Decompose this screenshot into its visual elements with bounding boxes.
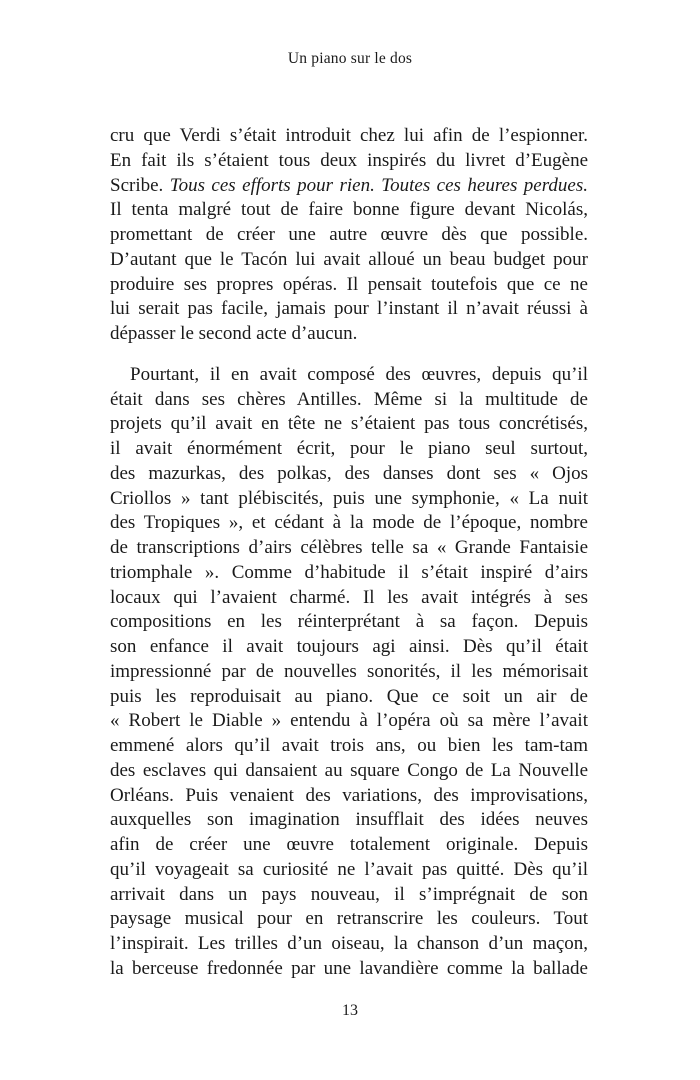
text-line: En fait ils s’étaient tous deux inspirés du livret d’Eugène: [110, 149, 588, 171]
text-line: D’autant que le Tacón lui avait alloué un beau budget pour: [110, 248, 588, 270]
text-line: Criollos » tant plébiscités, puis une symphonie, « La nuit: [110, 487, 588, 509]
text-line: des mazurkas, des polkas, des danses dont ses « Ojos: [110, 462, 588, 484]
body-text: [110, 124, 588, 982]
text-line: son enfance il avait toujours agi ainsi. Dès qu’il était: [110, 636, 588, 657]
text-line: qu’il voyageait sa curiosité ne l’avait pas quitté. Dès qu’il: [110, 858, 588, 880]
text-line: auxquelles son imagination insufflait des idées neuves: [110, 809, 588, 831]
text-line: promettant de créer une autre œuvre dès que possible.: [110, 224, 588, 245]
page-number: 13: [342, 1002, 358, 1019]
text-line: dépasser le second acte d’aucun.: [110, 323, 358, 344]
text-run: Scribe.: [110, 174, 170, 196]
text-line: des esclaves qui dansaient au square Congo de La Nouvelle: [110, 759, 588, 781]
text-line: Il tenta malgré tout de faire bonne figure devant Nicolás,: [110, 199, 588, 221]
text-line: des Tropiques », et cédant à la mode de l’époque, nombre: [110, 512, 588, 534]
text-line: était dans ses chères Antilles. Même si la multitude de: [110, 388, 588, 410]
text-line: emmené alors qu’il avait trois ans, ou bien les tam-tam: [110, 735, 588, 756]
text-line: arrivait dans un pays nouveau, il s’imprégnait de son: [110, 883, 588, 905]
italic-text-run: Tous ces efforts pour rien. Toutes ces heures perdues.: [169, 174, 588, 196]
text-line: cru que Verdi s’était introduit chez lui afin de l’espionner.: [110, 125, 588, 146]
paragraph-spacer: [110, 347, 588, 363]
text-line: Pourtant, il en avait composé des œuvres, depuis qu’il: [130, 363, 588, 385]
paragraph-1: [110, 124, 588, 347]
text-line: Orléans. Puis venaient des variations, des improvisations,: [110, 784, 588, 806]
text-line: paysage musical pour en retranscrire les couleurs. Tout: [110, 908, 588, 930]
text-line: compositions en les réinterprétant à sa façon. Depuis: [110, 611, 588, 633]
text-line: afin de créer une œuvre totalement originale. Depuis: [110, 834, 588, 855]
text-line: la berceuse fredonnée par une lavandière comme la ballade: [110, 957, 588, 979]
text-line: locaux qui l’avaient charmé. Il les avait intégrés à ses: [110, 586, 588, 608]
text-line: triomphale ». Comme d’habitude il s’était inspiré d’airs: [110, 561, 588, 583]
text-line: l’inspirait. Les trilles d’un oiseau, la chanson d’un maçon,: [110, 933, 588, 954]
text-line: projets qu’il avait en tête ne s’étaient pas tous concrétisés,: [110, 413, 588, 435]
text-line: produire ses propres opéras. Il pensait toutefois que ce ne: [110, 273, 588, 295]
running-header: Un piano sur le dos: [287, 50, 413, 67]
text-line: puis les reproduisait au piano. Que ce soit un air de: [110, 685, 588, 707]
paragraph-2: [110, 363, 588, 982]
text-line: lui serait pas facile, jamais pour l’instant il n’avait réussi à: [110, 298, 588, 320]
text-line: de transcriptions d’airs célèbres telle sa « Grande Fantaisie: [110, 537, 588, 558]
text-line: « Robert le Diable » entendu à l’opéra où sa mère l’avait: [110, 710, 588, 732]
text-line: [110, 174, 588, 199]
text-line: impressionné par de nouvelles sonorités, il les mémorisait: [110, 660, 588, 682]
text-line: il avait énormément écrit, pour le piano seul surtout,: [110, 438, 588, 459]
